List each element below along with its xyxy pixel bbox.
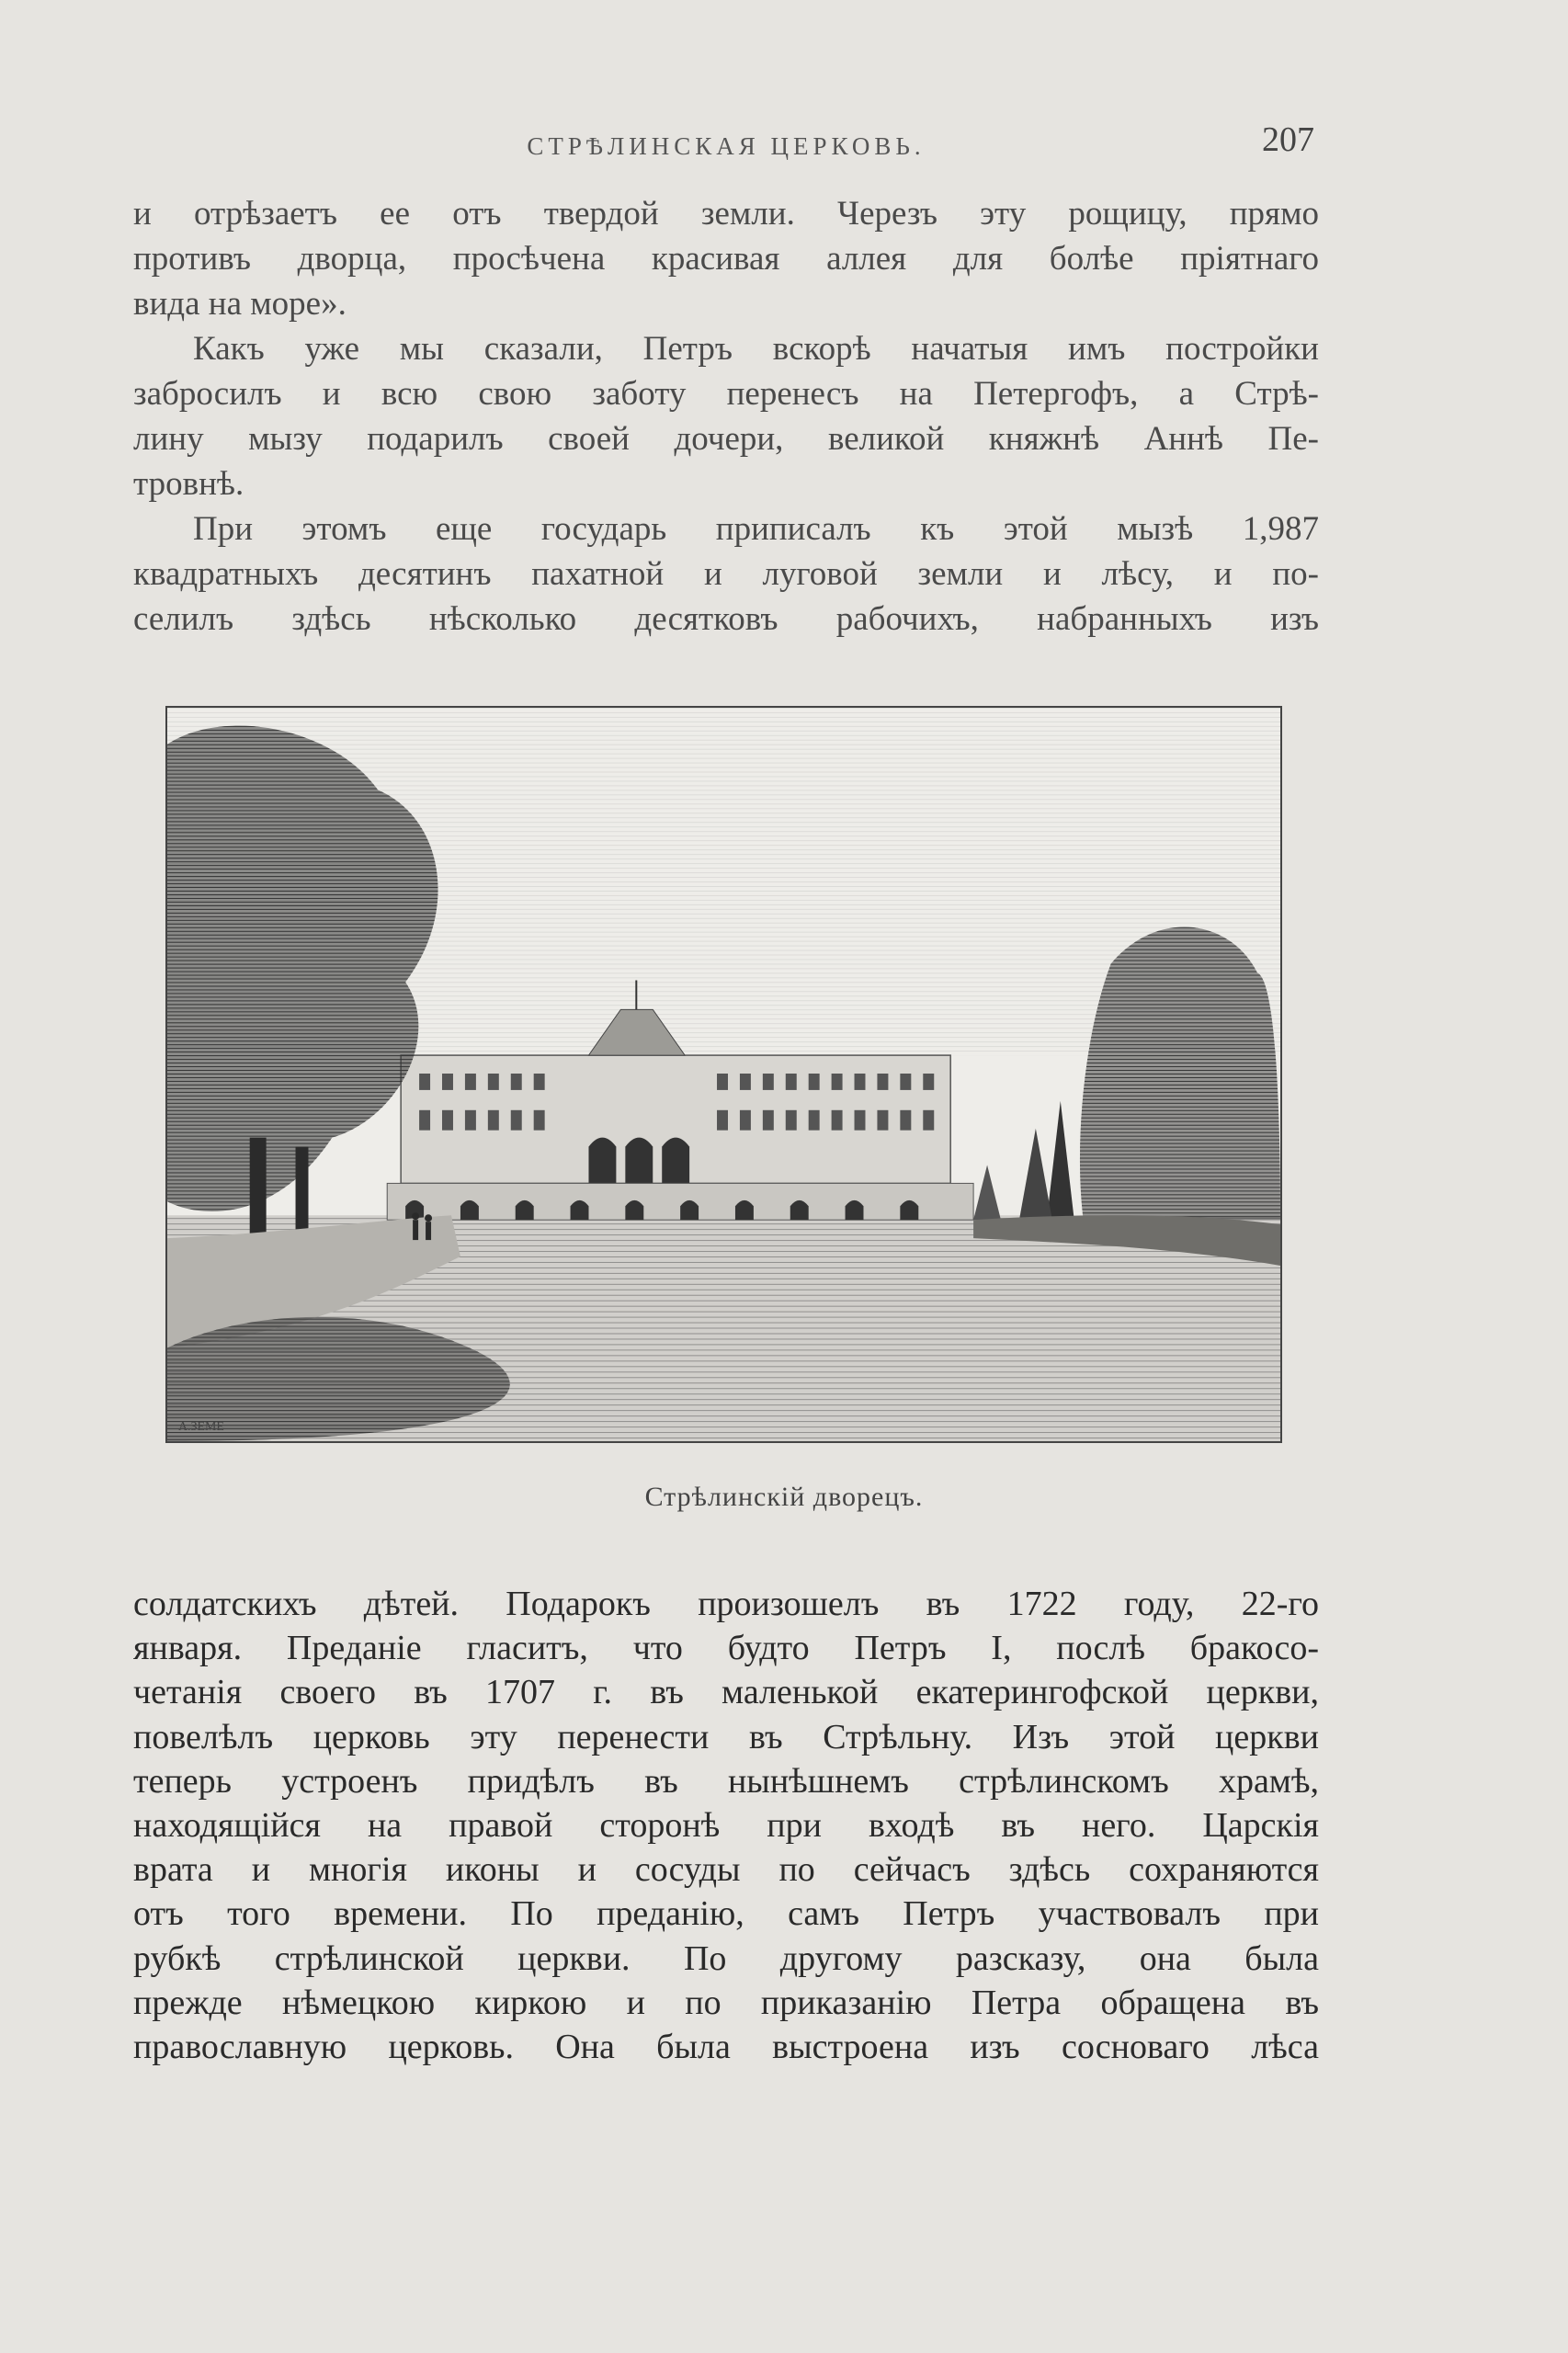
text-line: теперь устроенъ придѣлъ въ нынѣшнемъ стрѣлинскомъ храмѣ,	[133, 1761, 1319, 1801]
text-line: При этомъ еще государь приписалъ къ этой мызѣ 1,987	[193, 510, 1319, 548]
text-line: находящійся на правой сторонѣ при входѣ въ него. Царскія	[133, 1805, 1319, 1845]
text-line: четанія своего въ 1707 г. въ маленькой екатерингофской церкви,	[133, 1673, 1319, 1712]
text-line: врата и многія иконы и сосуды по сейчасъ здѣсь сохраняются	[133, 1850, 1319, 1890]
text-line: селилъ здѣсь нѣсколько десятковъ рабочихъ, набранныхъ изъ	[133, 600, 1319, 638]
engraver-signature: А.ЗЕМЕ	[177, 1420, 224, 1435]
text-line: прежде нѣмецкою киркою и по приказанію Петра обращена въ	[133, 1983, 1319, 2022]
engraving-figure	[165, 706, 1282, 1443]
text-line: января. Преданіе гласитъ, что будто Петръ I, послѣ бракосо-	[133, 1629, 1319, 1668]
text-line: Какъ уже мы сказали, Петръ вскорѣ начатыя имъ постройки	[193, 330, 1319, 368]
text-line: православную церковь. Она была выстроена изъ сосноваго лѣса	[133, 2027, 1319, 2066]
text-line: и отрѣзаетъ ее отъ твердой земли. Черезъ эту рощицу, прямо	[133, 195, 1319, 233]
text-line: квадратныхъ десятинъ пахатной и луговой земли и лѣсу, и по-	[133, 555, 1319, 593]
text-block-top	[133, 191, 1319, 642]
text-line: тровнѣ.	[133, 465, 244, 503]
text-line: вида на море».	[133, 285, 347, 323]
text-line: забросилъ и всю свою заботу перенесъ на Петергофъ, а Стрѣ-	[133, 375, 1319, 413]
palace-engraving	[167, 708, 1280, 1441]
text-line: отъ того времени. По преданію, самъ Петръ участвовалъ при	[133, 1894, 1319, 1934]
text-line: рубкѣ стрѣлинской церкви. По другому разсказу, она была	[133, 1938, 1319, 1978]
figure-caption: Стрѣлинскій дворецъ.	[644, 1482, 924, 1512]
running-head	[0, 119, 1568, 165]
text-line: лину мызу подарилъ своей дочери, великой княжнѣ Аннѣ Пе-	[133, 420, 1319, 458]
page-number: 207	[1262, 120, 1314, 159]
text-block-bottom	[133, 1582, 1319, 2069]
text-line: противъ дворца, просѣчена красивая аллея для болѣе пріятнаго	[133, 240, 1319, 278]
running-title: СТРѢЛИНСКАЯ ЦЕРКОВЬ.	[527, 132, 926, 160]
text-line: солдатскихъ дѣтей. Подарокъ произошелъ въ 1722 году, 22-го	[133, 1585, 1319, 1623]
text-line: повелѣлъ церковь эту перенести въ Стрѣльну. Изъ этой церкви	[133, 1717, 1319, 1756]
